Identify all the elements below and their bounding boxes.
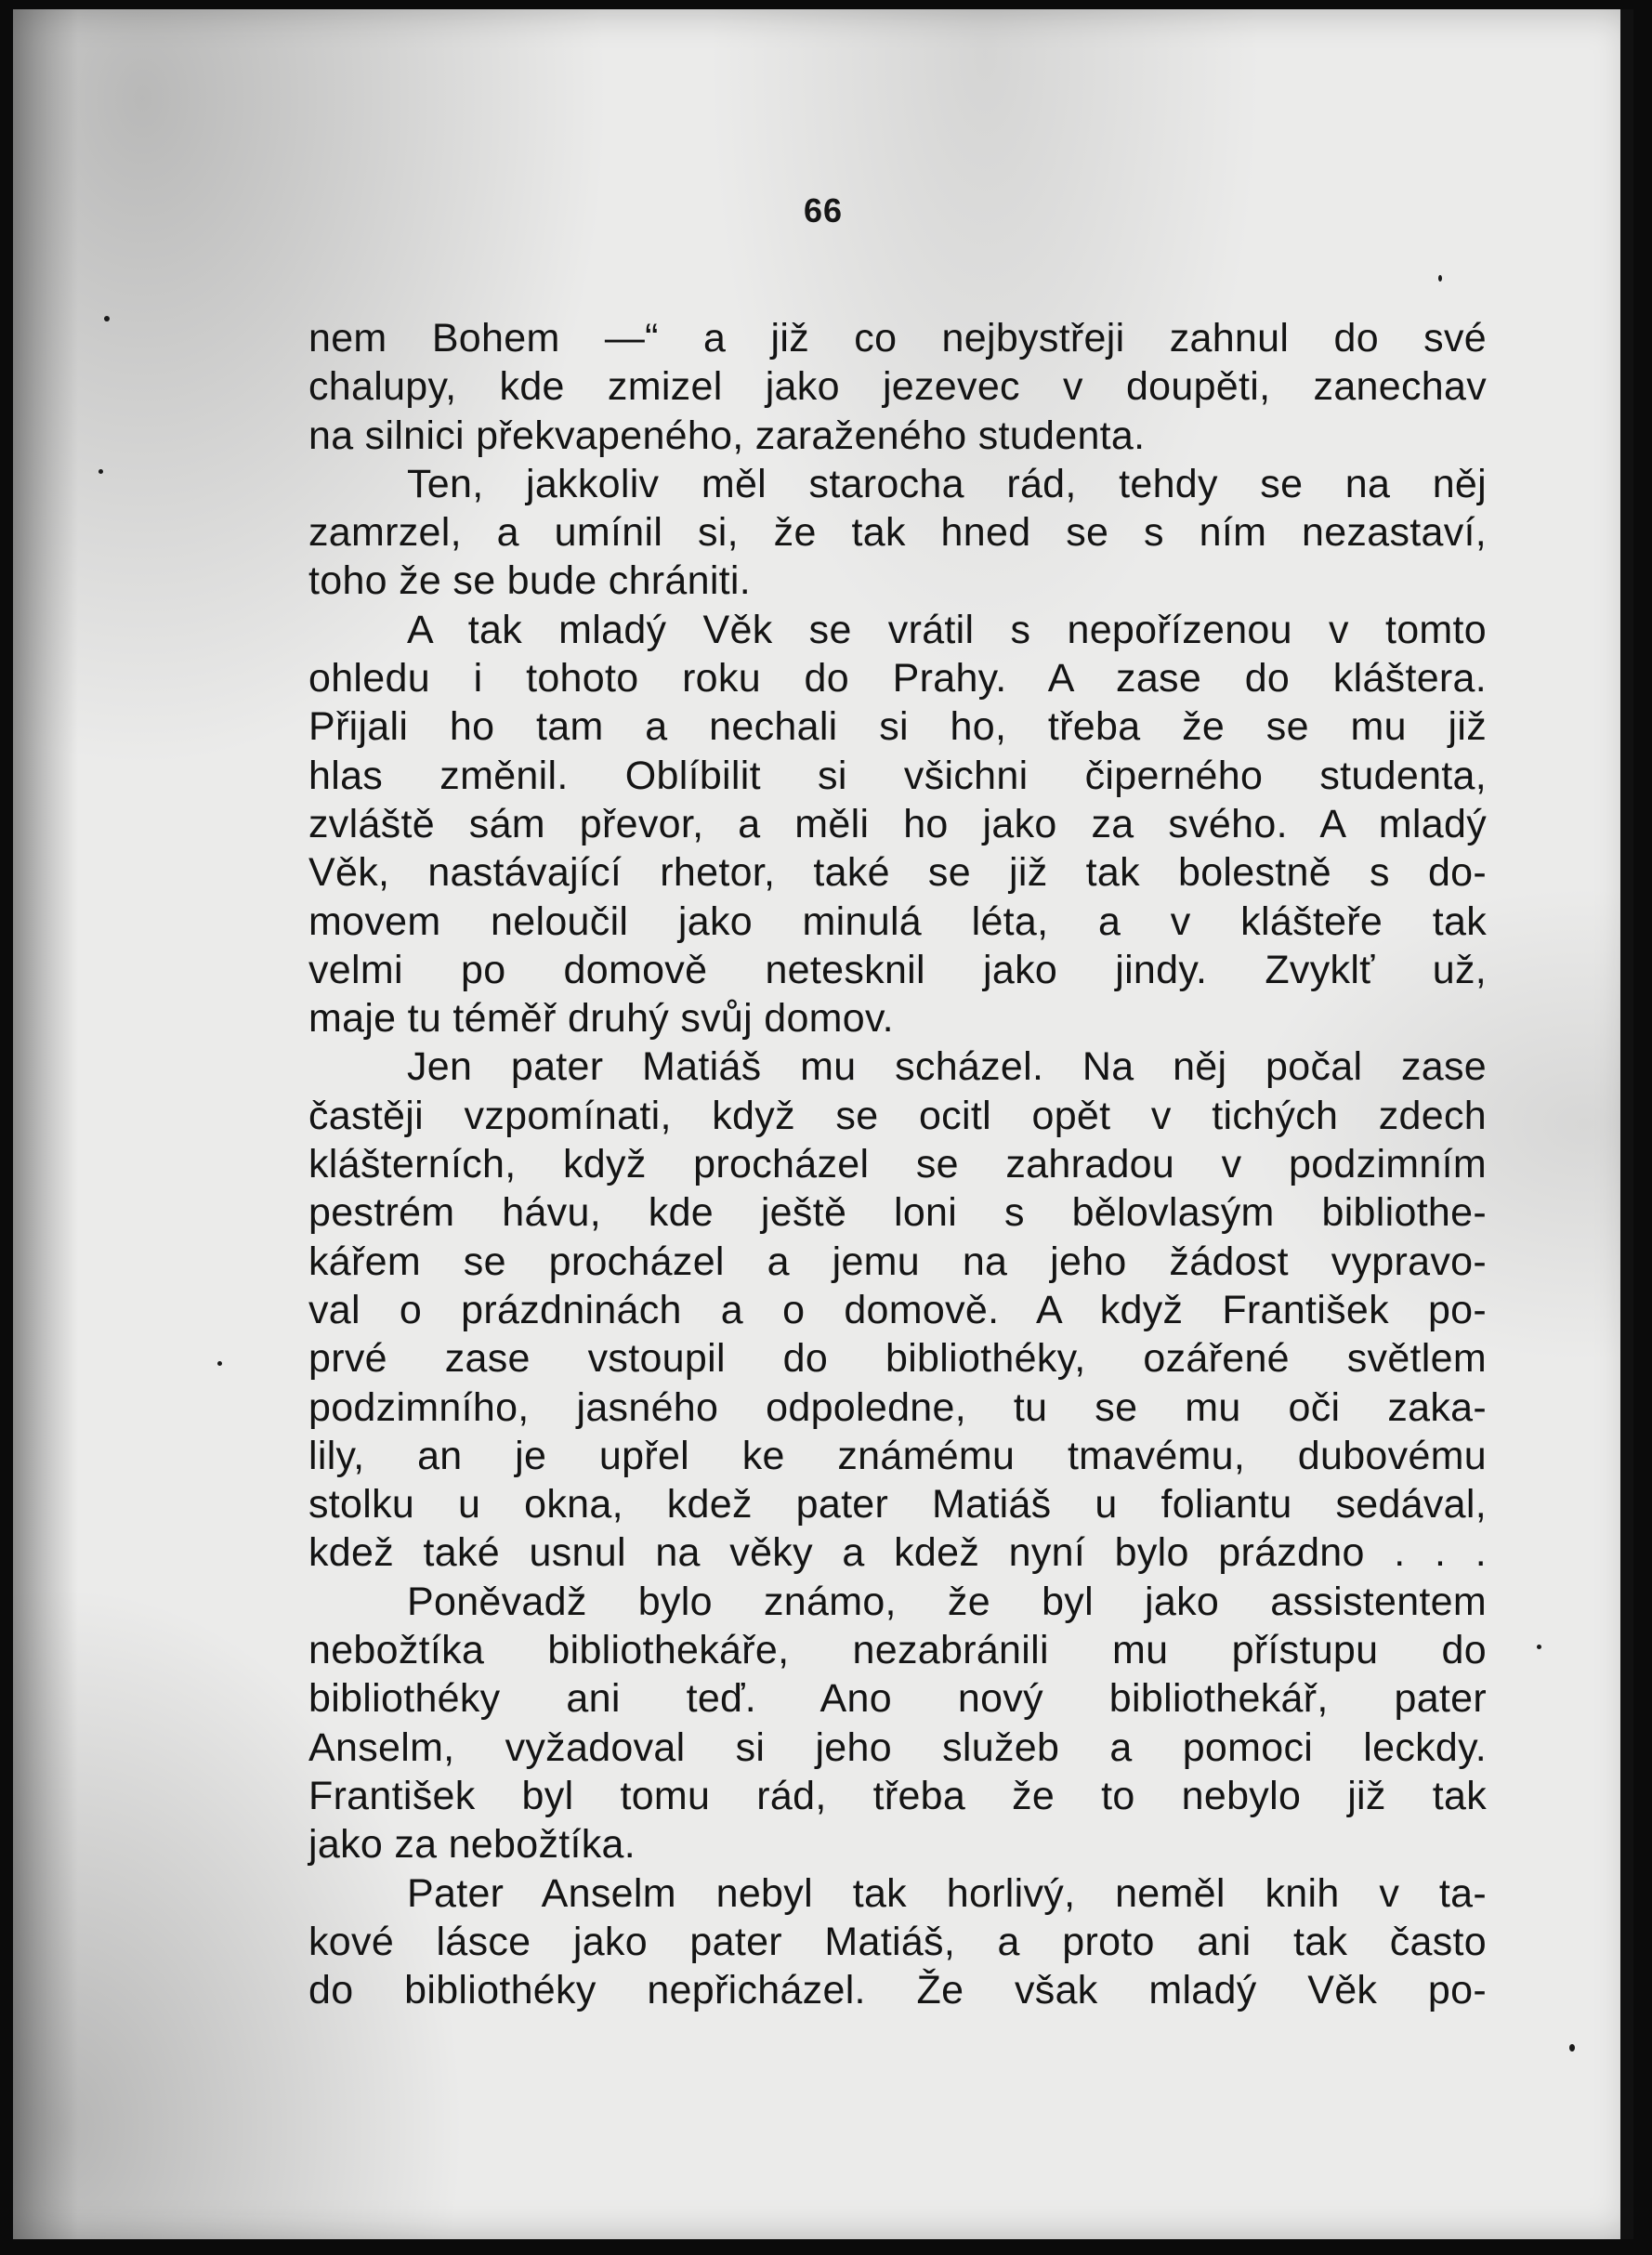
scan-speck [1569,2044,1575,2052]
text-line: nem Bohem —“ a již co nejbystřeji zahnul do své [308,316,1487,361]
text-line: zvláště sám převor, a měli ho jako za svého. A mladý [308,801,1487,846]
text-line: toho že se bude chrániti. [308,558,752,604]
scan-speck [1438,275,1442,282]
text-line: pestrém hávu, kde ještě loni s bělovlasým bibliothe- [308,1190,1487,1236]
page-right-edge [1620,9,1633,2239]
text-line: Přijali ho tam a nechali si ho, třeba že se mu již [308,704,1487,750]
text-line: Anselm, vyžadoval si jeho služeb a pomoci leckdy. [308,1724,1487,1770]
book-page [13,9,1633,2239]
text-line: bibliothéky ani teď. Ano nový bibliothekář, pater [308,1676,1487,1722]
body-text [308,314,1487,2014]
text-line: kové lásce jako pater Matiáš, a proto ani tak často [308,1919,1487,1964]
text-line: Ten, jakkoliv měl starocha rád, tehdy se na něj [407,461,1487,506]
text-line: movem neloučil jako minulá léta, a v klášteře tak [308,898,1487,944]
text-line: val o prázdninách a o domově. A když František po- [308,1287,1487,1332]
text-line: častěji vzpomínati, když se ocitl opět v tichých zdech [308,1093,1487,1138]
text-line: zamrzel, a umínil si, že tak hned se s ním nezastaví, [308,510,1487,556]
scan-speck [104,316,110,321]
text-line: A tak mladý Věk se vrátil s nepořízenou v tomto [407,607,1487,652]
scan-speck [1537,1645,1541,1649]
text-line: stolku u okna, kdež pater Matiáš u foliantu sedával, [308,1482,1487,1527]
page-number: 66 [803,191,844,229]
text-line: nebožtíka bibliothekáře, nezabránili mu přístupu do [308,1628,1487,1673]
text-line: klášterních, když procházel se zahradou v podzimním [308,1142,1487,1187]
text-line: ohledu i tohoto roku do Prahy. A zase do kláštera. [308,656,1487,701]
text-line: chalupy, kde zmizel jako jezevec v doupěti, zanechav [308,364,1487,410]
text-line: hlas změnil. Oblíbilit si všichni čiperného studenta, [308,753,1487,798]
text-line: Pater Anselm nebyl tak horlivý, neměl knih v ta- [407,1870,1487,1916]
text-line: kdež také usnul na věky a kdež nyní bylo prázdno . . . [308,1530,1487,1576]
text-line: velmi po domově netesknil jako jindy. Zvyklť už, [308,947,1487,992]
scan-speck [98,469,103,474]
page-gutter-shadow [13,9,78,2239]
text-line: Poněvadž bylo známo, že byl jako assistentem [407,1579,1487,1624]
scan-speck [217,1361,222,1366]
text-line: Jen pater Matiáš mu scházel. Na něj počal zase [407,1044,1487,1090]
text-line: Věk, nastávající rhetor, také se již tak bolestně s do- [308,850,1487,896]
text-line: lily, an je upřel ke známému tmavému, dubovému [308,1433,1487,1478]
text-line: na silnici překvapeného, zaraženého studenta. [308,413,1146,458]
text-line: maje tu téměř druhý svůj domov. [308,996,894,1042]
text-line: jako za nebožtíka. [308,1822,636,1868]
text-line: kářem se procházel a jemu na jeho žádost vypravo- [308,1239,1487,1284]
text-line: podzimního, jasného odpoledne, tu se mu oči zaka- [308,1384,1487,1430]
text-line: František byl tomu rád, třeba že to nebylo již tak [308,1773,1487,1818]
text-line: do bibliothéky nepřicházel. Že však mladý Věk po- [308,1968,1487,2013]
text-line: prvé zase vstoupil do bibliothéky, ozářené světlem [308,1336,1487,1382]
